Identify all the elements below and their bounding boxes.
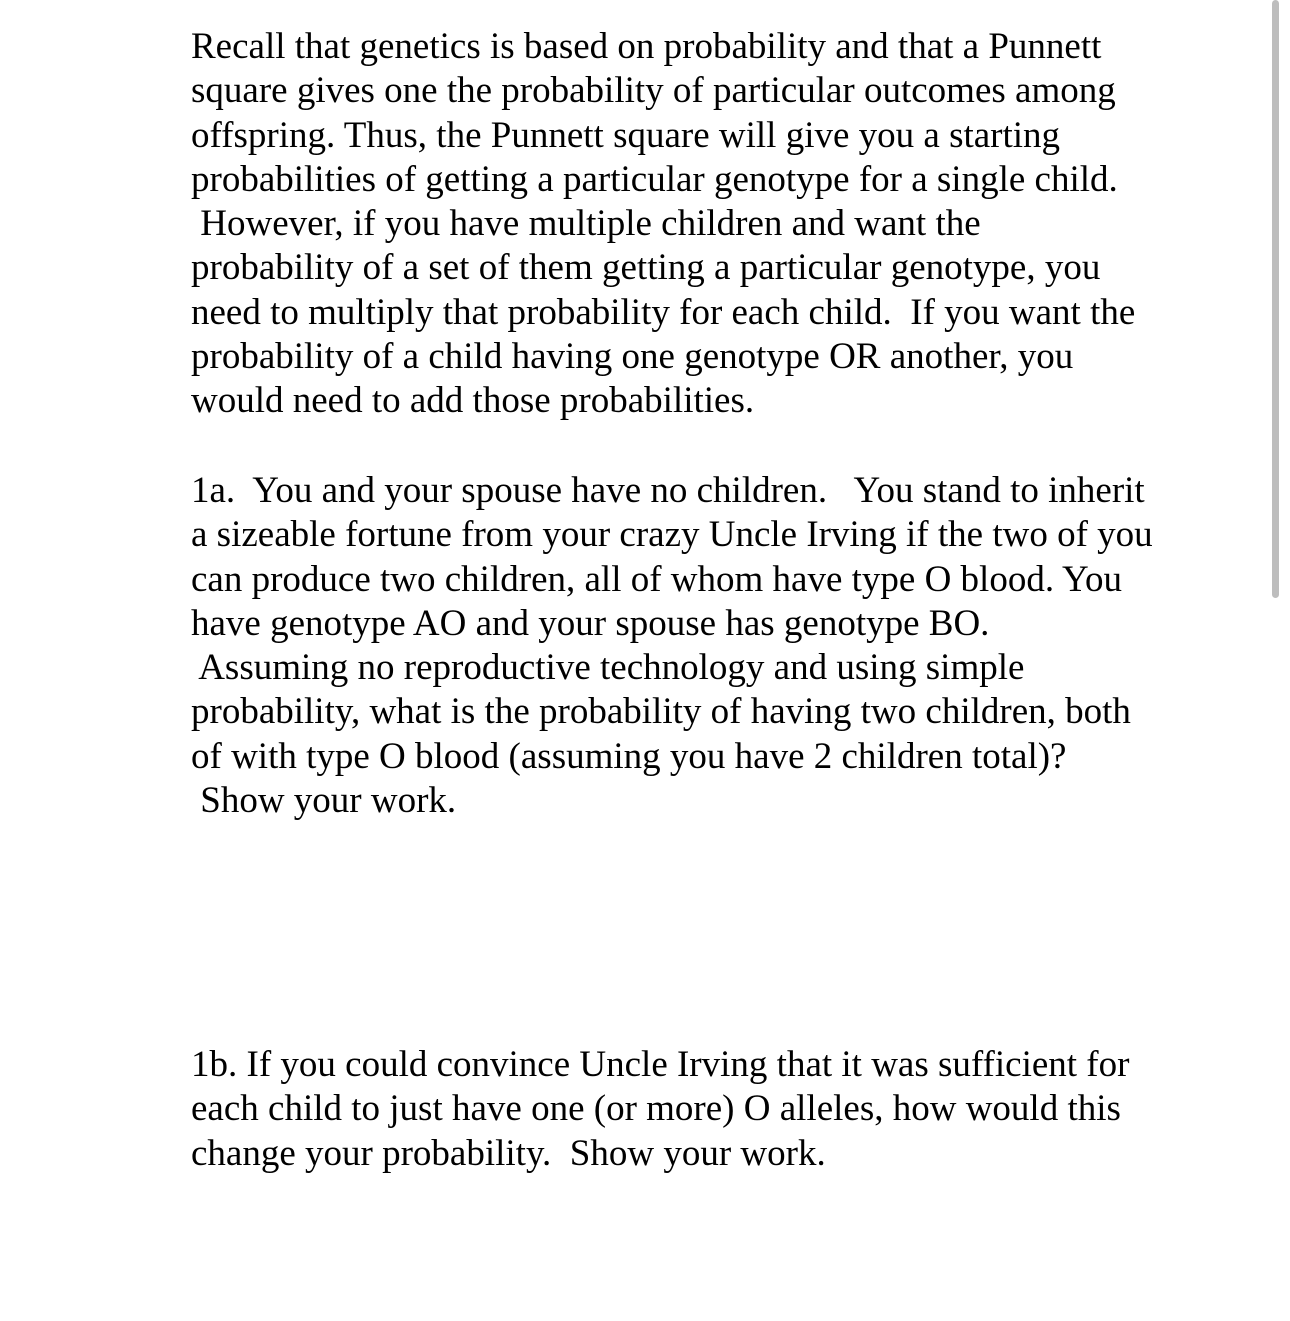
- intro-line: Recall that genetics is based on probability and that a Punnett: [191, 26, 1102, 67]
- question-1a-line: can produce two children, all of whom have type O blood. You: [191, 558, 1122, 600]
- question-1b-line: each child to just have one (or more) O alleles, how would this: [191, 1088, 1121, 1130]
- question-1a-line: of with type O blood (assuming you have 2 children total)?: [191, 735, 1067, 777]
- question-1a-paragraph: [191, 469, 1153, 823]
- question-1a-line: 1a. You and your spouse have no children. You stand to inherit: [191, 470, 1145, 511]
- question-1a-line: probability, what is the probability of having two children, both: [191, 691, 1131, 733]
- intro-line: offspring. Thus, the Punnett square will give you a starting: [191, 114, 1061, 156]
- question-1b-line: change your probability. Show your work.: [191, 1132, 826, 1174]
- intro-line: probabilities of getting a particular genotype for a single child.: [191, 158, 1118, 200]
- intro-paragraph: [191, 25, 1135, 424]
- intro-line: probability of a child having one genotype OR another, you: [191, 336, 1074, 378]
- question-1a-line: Show your work.: [191, 780, 457, 822]
- intro-line: However, if you have multiple children and want the: [191, 203, 981, 245]
- intro-line: need to multiply that probability for each child. If you want the: [191, 291, 1136, 333]
- intro-line: would need to add those probabilities.: [191, 380, 755, 422]
- intro-line: square gives one the probability of particular outcomes among: [191, 70, 1116, 112]
- question-1b-paragraph: [191, 1043, 1129, 1176]
- question-1b-line: 1b. If you could convince Uncle Irving that it was sufficient for: [191, 1044, 1130, 1085]
- question-1a-line: have genotype AO and your spouse has genotype BO.: [191, 602, 990, 644]
- scrollbar-thumb[interactable]: [1272, 0, 1279, 598]
- question-1a-line: Assuming no reproductive technology and using simple: [191, 647, 1025, 689]
- question-1a-line: a sizeable fortune from your crazy Uncle Irving if the two of you: [191, 514, 1153, 556]
- intro-line: probability of a set of them getting a particular genotype, you: [191, 247, 1101, 289]
